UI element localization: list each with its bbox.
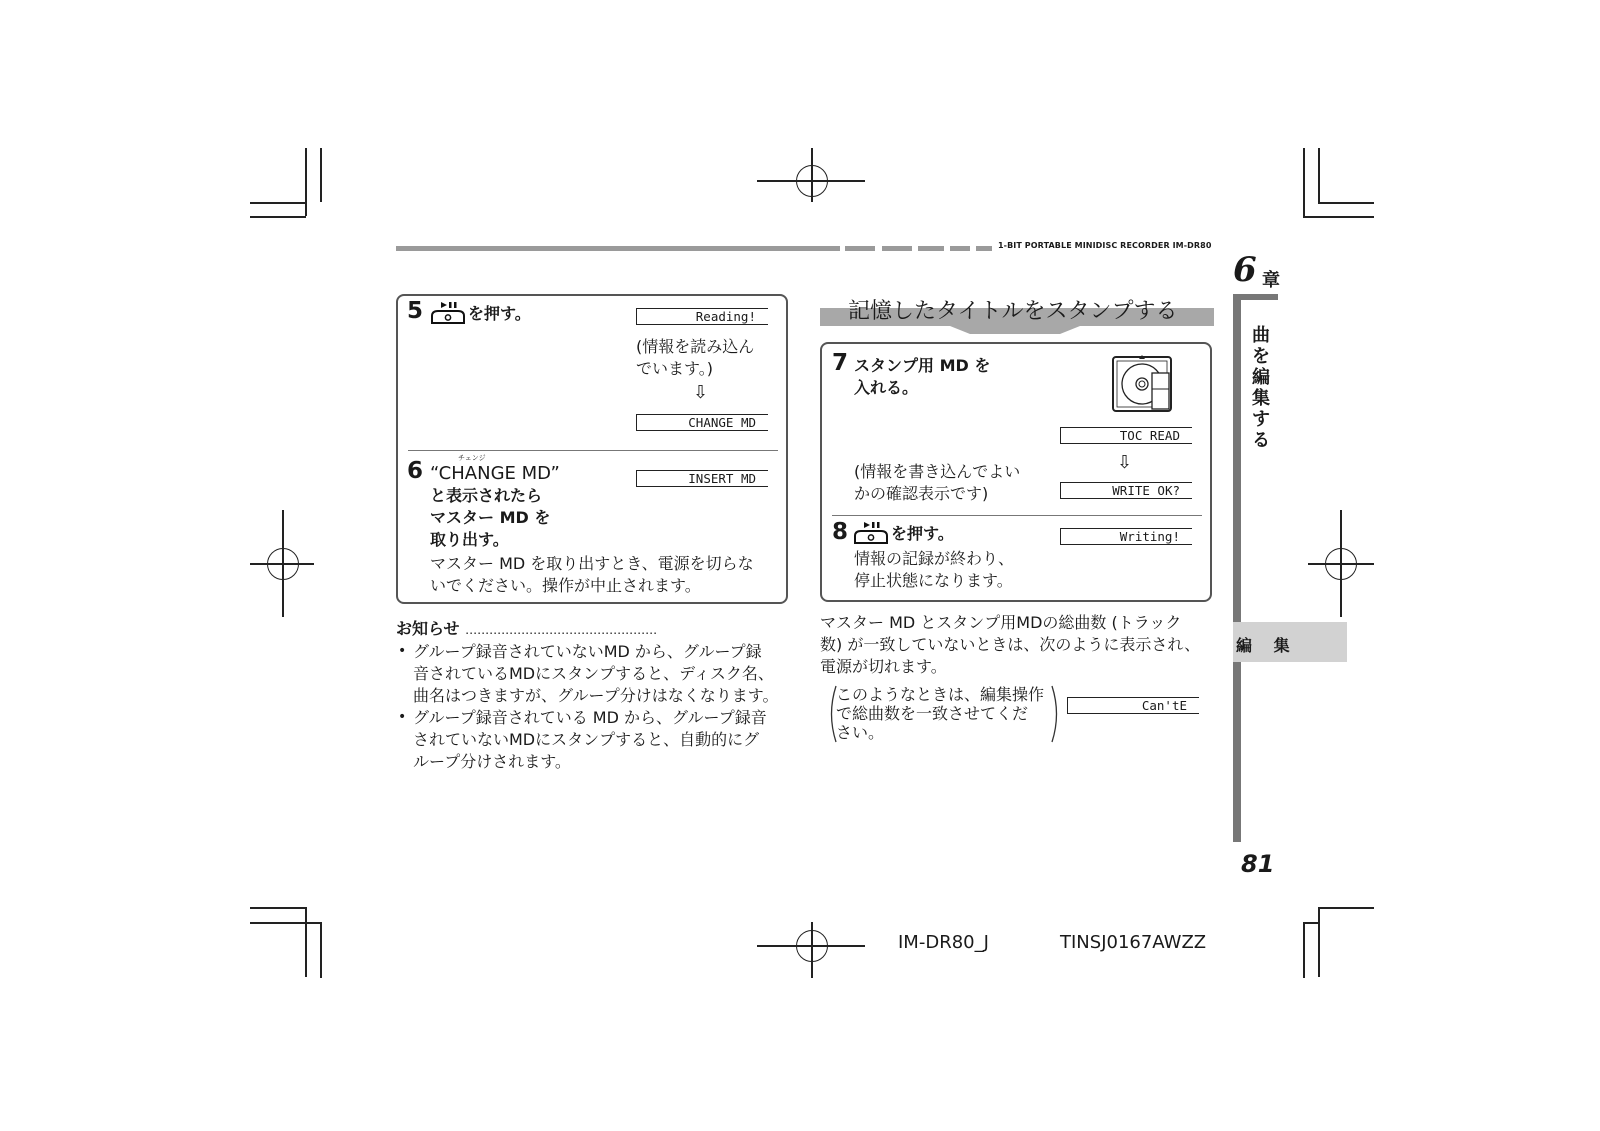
notice-bullet-1-line2: 音されているMDにスタンプすると、ディスク名、 [413, 664, 774, 683]
step-6-ruby: チェンジ [458, 454, 486, 462]
header-product-line: 1-BIT PORTABLE MINIDISC RECORDER IM-DR80 [998, 241, 1212, 250]
step-7-number: 7 [832, 350, 849, 376]
step-6-line3: マスター MD を [430, 508, 551, 527]
display-reading: Reading! [636, 308, 768, 325]
header-dash [882, 246, 912, 251]
side-bar [1233, 294, 1241, 842]
notice-heading [396, 618, 657, 641]
section-tab-label: 編 集 [1236, 636, 1298, 655]
notice-bullet-2-line2: されていないMDにスタンプすると、自動的にグ [413, 730, 760, 749]
header-dash [950, 246, 970, 251]
mismatch-para-line2: 数) が一致していないときは、次のように表示され、 [820, 635, 1201, 654]
step-6-note-line1: マスター MD を取り出すとき、電源を切らな [430, 554, 754, 573]
right-paren [1050, 684, 1062, 744]
chapter-suffix: 章 [1262, 270, 1280, 291]
display-writing: Writing! [1060, 528, 1192, 545]
notice-bullet-2-line1: グループ録音されている MD から、グループ録音 [413, 708, 767, 727]
step-6-number: 6 [407, 458, 424, 484]
vertical-char: す [1252, 409, 1270, 430]
step-separator [832, 515, 1202, 516]
header-dash [976, 246, 992, 251]
chapter-vertical-title [1250, 325, 1272, 451]
paren-note-line3: さい。 [836, 723, 885, 742]
notice-bullet-1-line3: 曲名はつきますが、グループ分けはなくなります。 [413, 686, 779, 705]
header-dash [845, 246, 875, 251]
vertical-char: 編 [1252, 367, 1270, 388]
play-pause-button-icon [853, 521, 889, 545]
footer-code: TINSJ0167AWZZ [1060, 932, 1207, 953]
notice-bullet: • [398, 643, 407, 659]
step-6-line4: 取り出す。 [430, 530, 509, 549]
display-toc-read: TOC READ [1060, 427, 1192, 444]
step-7-line2: 入れる。 [854, 378, 919, 397]
step-7-note-line1: (情報を書き込んでよい [854, 462, 1021, 481]
header-dash [918, 246, 944, 251]
play-pause-button-icon [430, 301, 466, 325]
step-6-line2: と表示されたら [430, 486, 543, 505]
step-8-note-line2: 停止状態になります。 [854, 571, 1013, 590]
footer-model: IM-DR80_J [898, 932, 989, 953]
display-insert-md: INSERT MD [636, 470, 768, 487]
paren-note-line2: で総曲数を一致させてくだ [836, 704, 1029, 723]
vertical-char: を [1252, 346, 1270, 367]
chapter-number: 6 [1233, 250, 1257, 290]
step-7-note-line2: かの確認表示です) [854, 484, 989, 503]
header-rule [396, 246, 840, 251]
down-arrow-icon: ⇩ [1117, 452, 1133, 473]
notice-dots: ………………………………………… [465, 623, 658, 637]
step-8-instruction: を押す。 [891, 524, 954, 543]
down-arrow-icon: ⇩ [693, 382, 709, 403]
display-write-ok: WRITE OK? [1060, 482, 1192, 499]
step-6-change-md: “CHANGE MD” [430, 463, 560, 484]
step-5-number: 5 [407, 298, 424, 324]
step-5-instruction: を押す。 [468, 304, 531, 323]
notice-bullet: • [398, 709, 407, 725]
paren-note-line1: このようなときは、編集操作 [836, 685, 1045, 704]
display-change-md: CHANGE MD [636, 414, 768, 431]
vertical-char: 集 [1252, 388, 1270, 409]
notice-bullet-2-line3: ループ分けされます。 [413, 752, 571, 771]
minidisc-icon [1111, 355, 1173, 413]
page-number: 81 [1241, 850, 1275, 878]
mismatch-para-line1: マスター MD とスタンプ用MDの総曲数 (トラック [820, 613, 1182, 632]
vertical-char: る [1252, 430, 1270, 451]
mismatch-para-line3: 電源が切れます。 [820, 657, 947, 676]
vertical-char: 曲 [1252, 325, 1270, 346]
step-8-note-line1: 情報の記録が終わり、 [854, 549, 1015, 568]
notice-bullet-1-line1: グループ録音されていないMD から、グループ録 [413, 642, 762, 661]
step-5-note-line2: でいます。) [636, 359, 713, 378]
step-7-line1: スタンプ用 MD を [854, 356, 991, 375]
step-6-note-line2: いでください。操作が中止されます。 [430, 576, 701, 595]
step-separator [408, 450, 778, 451]
step-5-note-line1: (情報を読み込ん [636, 337, 755, 356]
step-8-number: 8 [832, 519, 849, 545]
display-cant-edit: Can'tE [1067, 697, 1199, 714]
section-title: 記憶したタイトルをスタンプする [848, 299, 1178, 324]
notice-heading-text: お知らせ [396, 619, 460, 638]
